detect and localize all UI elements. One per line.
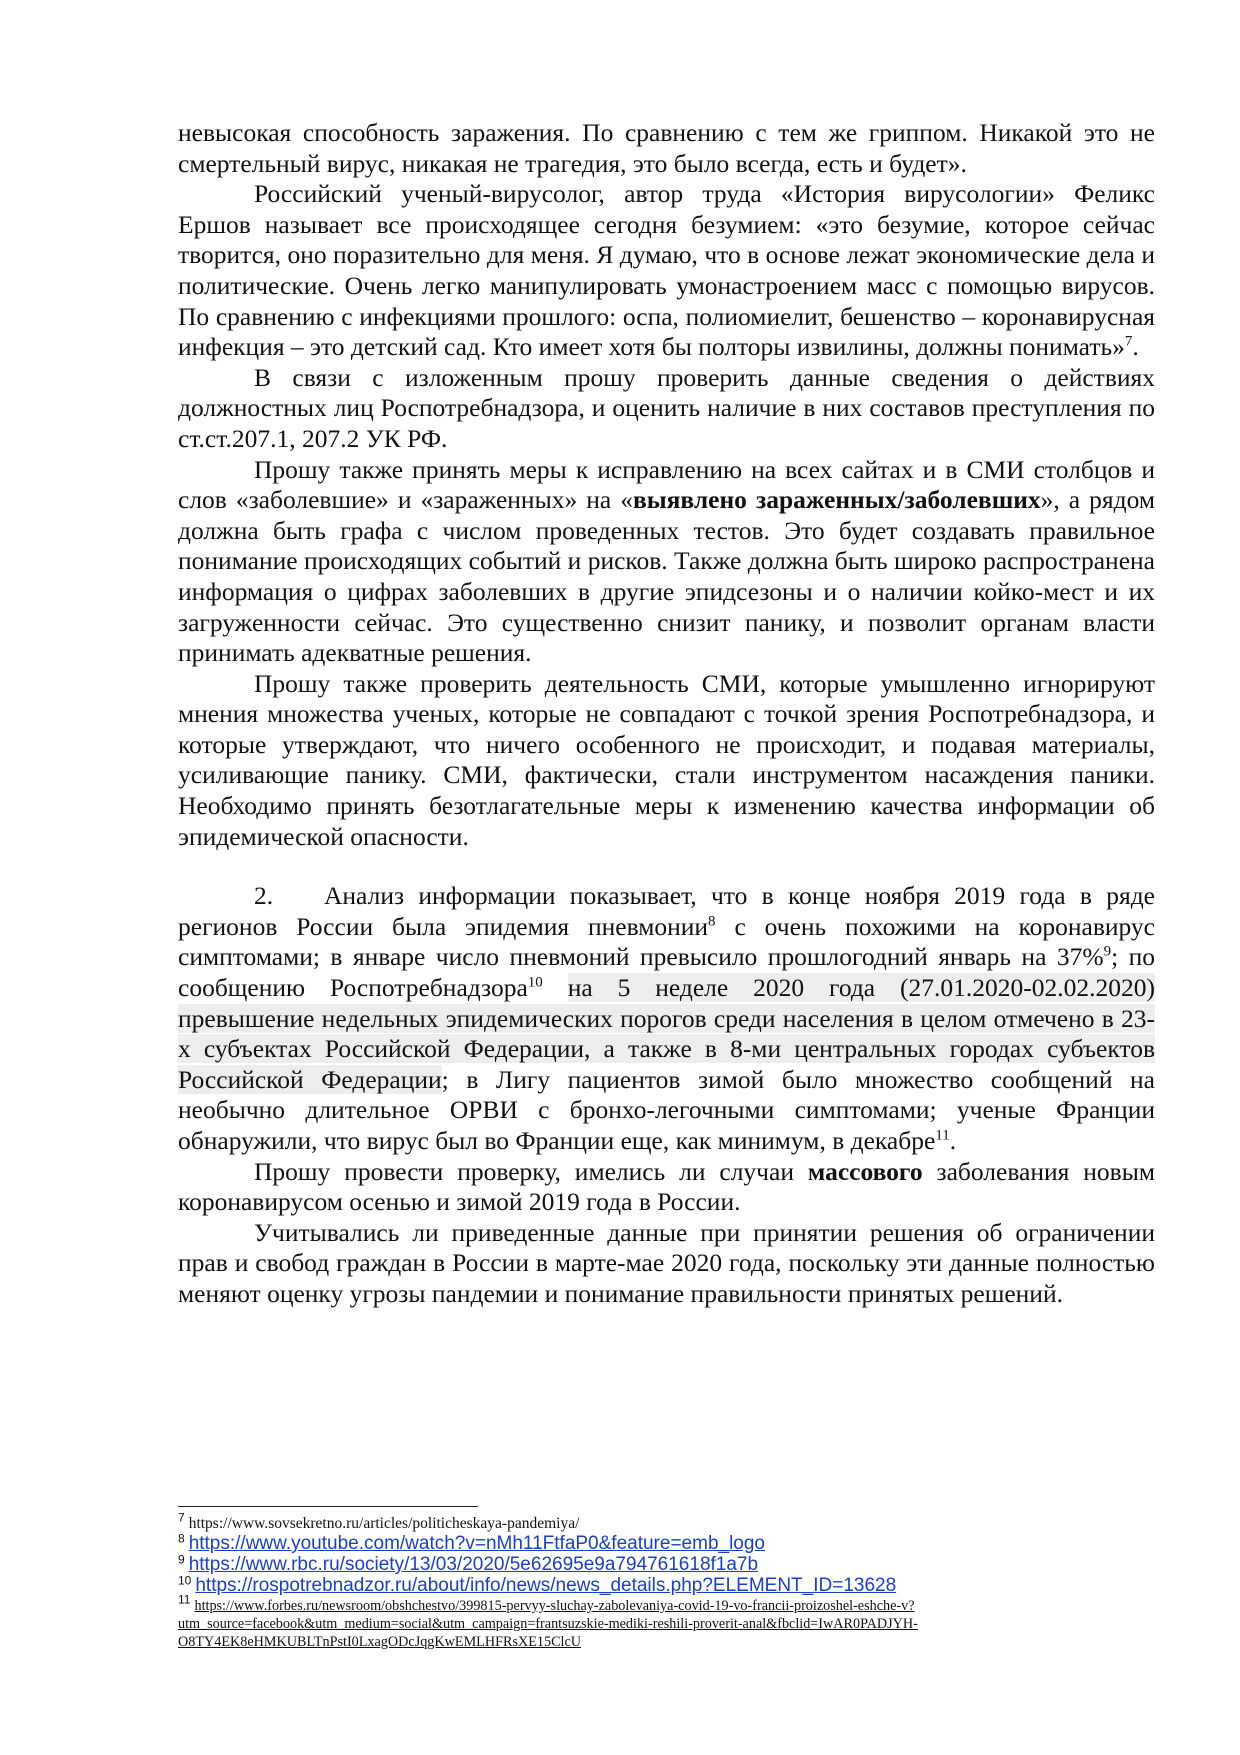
list-item-2 [178,881,1155,1156]
paragraph-5: Прошу также проверить деятельность СМИ, которые умышленно игнорируют мнения множества ученых, которые не совпадают с точкой зрения Роспотребнадзора, и которые утверждают, что ничего особенного не происходит, и подавая материалы, усиливающие панику. СМИ, фактически, стали инструментом насаждения паники. Необходимо принять безотлагательные меры к изменению качества информации об эпидемической опасности. [178,668,1155,851]
footnote-number: 11 [178,1592,191,1607]
item-2-text-b: с очень похожими на коронавирус симптомами; в январе число пневмоний превысило прошлогодний январь на 37% [178,911,1155,972]
list-item-number: 2. [254,881,274,911]
footnotes [178,1510,1155,1651]
footnote-number: 10 [178,1573,192,1588]
footnote-link[interactable]: https://www.youtube.com/watch?v=nMh11FtfaP0&feature=emb_logo [188,1533,765,1554]
footnote-ref-10: 10 [527,974,543,991]
footnote-9 [178,1552,1155,1576]
footnote-ref-7: 7 [1124,333,1133,350]
footnote-7 [178,1510,1155,1534]
paragraph-4-bold: выявлено зараженных/заболевших [632,485,1041,515]
paragraph-6-text-b: заболевания новым коронавирусом осенью и зимой 2019 года в России. [178,1156,1155,1217]
paragraph-4 [178,455,1155,669]
item-2-text-a: Анализ информации показывает, что в конце ноября 2019 года в ряде регионов России была эпидемия пневмонии [178,881,1155,941]
footnote-ref-9: 9 [1103,943,1112,960]
item-2-highlighted-quote: на 5 неделе 2020 года (27.01.2020-02.02.2020) превышение недельных эпидемических порогов среди населения в целом отмечено в 23-х субъектах Российской Федерации, а также в 8-ми центральных городах субъектов Российской Федерации [178,973,1155,1094]
paragraph-1: невысокая способность заражения. По сравнению с тем же гриппом. Никакой это не смертельный вирус, никакая не трагедия, это было всегда, есть и будет». [178,118,1155,178]
paragraph-2-text: Российский ученый-вирусолог, автор труда «История вирусологии» Феликс Ершов называет все происходящее сегодня безумием: «это безумие, которое сейчас творится, оно поразительно для меня. Я думаю, что в основе лежат экономические дела и политические. Очень легко манипулировать умонастроением масс с помощью вирусов. По сравнению с инфекциями прошлого: оспа, полиомиелит, бешенство – коронавирусная инфекция – это детский сад. Кто имеет хотя бы полторы извилины, должны понимать» [178,179,1155,362]
footnote-10 [178,1573,1155,1597]
paragraph-6 [178,1157,1155,1218]
paragraph-2 [178,179,1155,363]
footnote-separator [178,1506,478,1507]
paragraph-6-bold: массового [807,1156,923,1186]
footnote-11 [178,1592,1083,1651]
paragraph-6-text-a: Прошу провести проверку, имелись ли случаи [254,1156,808,1186]
footnote-link[interactable]: https://www.rbc.ru/society/13/03/2020/5e62695e9a794761618f1a7b [188,1554,759,1575]
footnote-link[interactable]: https://www.forbes.ru/newsroom/obshchestvo/399815-pervyy-sluchay-zabolevaniya-covid-19-vo-francii-proizoshel-eshche-v?utm_source=facebook&utm_medium=social&utm_campaign=frantsuzskie-mediki-reshili-proverit-anal&fbclid=IwAR0PADJYH-O8TY4EK8eHMKUBLTnPstI0LxagODcJqgKwEMLHFRsXE15ClcU [178,1598,918,1650]
footnote-ref-11: 11 [935,1127,950,1144]
footnote-link[interactable]: https://rospotrebnadzor.ru/about/info/news/news_details.php?ELEMENT_ID=13628 [195,1575,897,1596]
footnote-8 [178,1531,1155,1555]
footnote-link[interactable]: https://www.sovsekretno.ru/articles/politicheskaya-pandemiya/ [188,1515,580,1532]
footnote-ref-8: 8 [708,913,716,930]
item-2-text-c: ; по сообщению Роспотребнадзора [178,942,1156,1003]
paragraph-3: В связи с изложенным прошу проверить данные сведения о действиях должностных лиц Роспотребнадзора, и оценить наличие в них составов преступления по ст.ст.207.1, 207.2 УК РФ. [178,362,1155,453]
paragraph-4-text-a: Прошу также принять меры к исправлению на всех сайтах и в СМИ столбцов и слов «заболевшие» и «зараженных» на « [178,454,1155,515]
document-body [178,118,1155,1310]
item-2-text-f: . [949,1126,957,1155]
paragraph-2-end: . [1132,332,1139,362]
paragraph-4-text-b: », а рядом должна быть графа с числом проведенных тестов. Это будет создавать правильное понимание происходящих событий и рисков. Также должна быть широко распространена информация о цифрах заболевших в другие эпидсезоны и о наличии койко-мест и их загруженности сейчас. Это существенно снизит панику, и позволит органам власти принимать адекватные решения. [178,485,1155,668]
footnote-number: 7 [178,1510,185,1525]
paragraph-7: Учитывались ли приведенные данные при принятии решения об ограничении прав и свобод граждан в России в марте-мае 2020 года, поскольку эти данные полностью меняют оценку угрозы пандемии и понимание правильности принятых решений. [178,1217,1155,1308]
item-2-text-d [543,973,568,1002]
footnote-number: 9 [178,1552,185,1567]
item-2-text-e: ; в Лигу пациентов зимой было множество сообщений на необычно длительное ОРВИ с бронхо-легочными симптомами; ученые Франции обнаружили, что вирус был во Франции еще, как минимум, в декабре [178,1064,1155,1155]
footnote-number: 8 [178,1531,185,1546]
